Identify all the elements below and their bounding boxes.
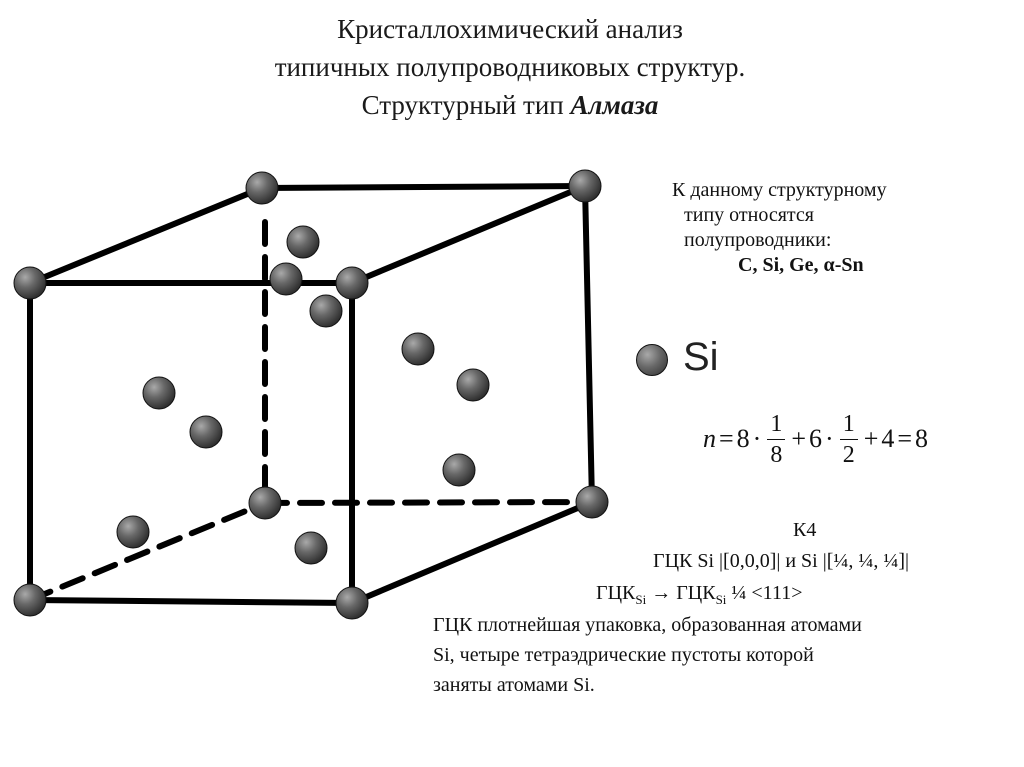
formula-result: 8 xyxy=(915,424,929,453)
fraction-1-numerator: 1 xyxy=(767,409,785,440)
formula-dot-2: · xyxy=(825,424,834,453)
edge-top-left xyxy=(30,188,262,283)
coordination-number: К4 xyxy=(793,519,817,541)
legend-atom-swatch xyxy=(636,344,668,376)
si-atom-corner-7 xyxy=(576,486,608,518)
semiconductor-note xyxy=(672,178,1002,278)
edge-front-bottom xyxy=(30,600,352,603)
note-line-1: К данному структурному xyxy=(672,179,887,201)
formula-corner-count: 8 xyxy=(736,424,750,453)
si-atom-corner-4 xyxy=(569,170,601,202)
si-atom-corner-2 xyxy=(336,267,368,299)
si-atom-face-15 xyxy=(190,416,222,448)
formula-face-count: 6 xyxy=(809,424,823,453)
formula-dot-1: · xyxy=(752,424,762,453)
note-line-3: полупроводники: xyxy=(684,229,832,251)
formula-equals: = xyxy=(719,424,734,453)
formula-fraction-2 xyxy=(840,409,858,470)
atom-count-formula xyxy=(703,402,928,476)
si-atom-corner-3 xyxy=(246,172,278,204)
si-atom-face-12 xyxy=(402,333,434,365)
si-atom-face-11 xyxy=(310,295,342,327)
si-atom-face-16 xyxy=(443,454,475,486)
fraction-2-numerator: 1 xyxy=(840,409,858,440)
si-atom-face-10 xyxy=(270,263,302,295)
edge-hidden-back-bottom xyxy=(265,502,592,503)
formula-equals-2: = xyxy=(897,424,913,453)
legend-label: Si xyxy=(683,335,719,379)
formula-plus-1: + xyxy=(791,424,807,453)
si-atom-corner-6 xyxy=(336,587,368,619)
fraction-1-denominator: 8 xyxy=(770,441,783,468)
fcc-sublattices: ГЦК Si |[0,0,0]| и Si |[¼, ¼, ¼]| xyxy=(653,550,910,572)
edge-bottom-right xyxy=(352,502,592,603)
shift-fcc-a: ГЦК xyxy=(596,582,636,604)
shift-vector: ¼ <111> xyxy=(726,582,803,604)
description-line-3: заняты атомами Si. xyxy=(433,674,595,696)
note-elements: C, Si, Ge, α-Sn xyxy=(738,254,864,276)
fraction-2-denominator: 2 xyxy=(842,441,855,468)
shift-subscript-a: Si xyxy=(635,592,647,607)
formula-fraction-1 xyxy=(767,409,785,470)
note-line-2: типу относятся xyxy=(684,204,814,226)
si-atom-face-14 xyxy=(143,377,175,409)
formula-interior-count: 4 xyxy=(881,424,895,453)
si-atom-corner-1 xyxy=(14,267,46,299)
si-atom-face-18 xyxy=(295,532,327,564)
structure-description xyxy=(433,610,993,700)
title-line-3-prefix: Структурный тип xyxy=(361,90,571,120)
si-atom-face-9 xyxy=(287,226,319,258)
description-line-2: Si, четыре тетраэдрические пустоты которой xyxy=(433,644,814,666)
edge-back-right xyxy=(585,186,592,502)
description-line-1: ГЦК плотнейшая упаковка, образованная атомами xyxy=(433,614,862,636)
formula-lhs: n xyxy=(703,424,716,453)
si-atom-face-17 xyxy=(117,516,149,548)
si-atom-corner-8 xyxy=(249,487,281,519)
edge-top-right xyxy=(352,186,585,283)
shift-arrow: → xyxy=(646,582,677,604)
edge-top-back xyxy=(262,186,585,188)
si-atom-face-13 xyxy=(457,369,489,401)
formula-plus-2: + xyxy=(863,424,879,453)
title-structure-type: Алмаза xyxy=(570,90,659,120)
fcc-shift-relation xyxy=(596,581,802,612)
title-line-2: типичных полупроводниковых структур. xyxy=(274,52,746,82)
shift-subscript-b: Si xyxy=(715,592,727,607)
atoms xyxy=(14,170,608,619)
title-line-1: Кристаллохимический анализ xyxy=(337,14,683,44)
shift-fcc-b: ГЦК xyxy=(676,582,716,604)
si-atom-corner-5 xyxy=(14,584,46,616)
edge-hidden-left-bottom xyxy=(30,503,265,600)
